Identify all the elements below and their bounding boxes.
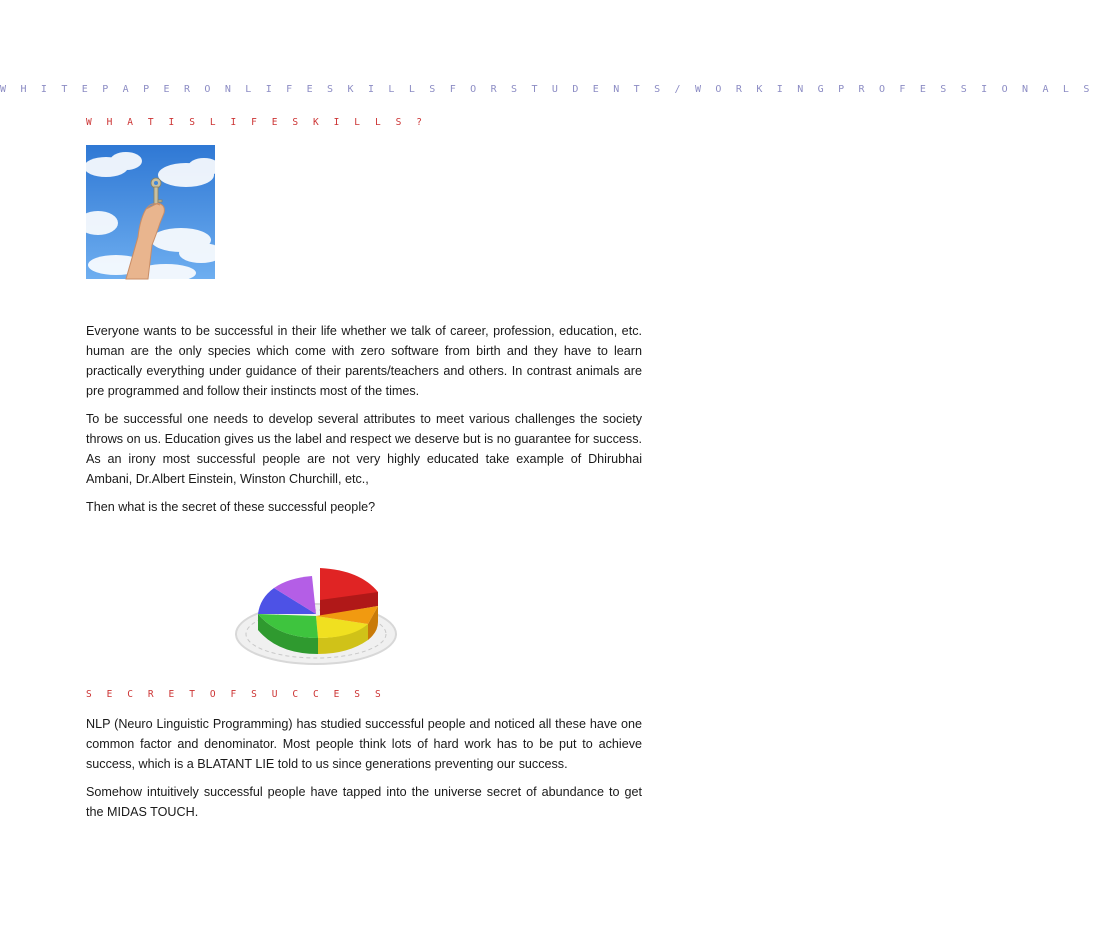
- paragraph-secret-question: Then what is the secret of these successful people?: [86, 500, 376, 514]
- hand-with-key-illustration: [86, 145, 215, 279]
- paragraph-midas-touch: Somehow intuitively successful people have tapped into the universe secret of abundance to get the MIDAS TOUCH.: [86, 785, 642, 819]
- paragraph-life-skills-intro: Everyone wants to be successful in their life whether we talk of career, profession, education, etc. human are the only species which come with zero software from birth and they have to learn practically everything under guidance of their parents/teachers and others. In contrast animals are pre programmed and follow their instincts most of the times.: [86, 324, 642, 398]
- paragraph-nlp: NLP (Neuro Linguistic Programming) has studied successful people and noticed all these have one common factor and denominator. Most people think lots of hard work has to be put to achieve success, which is a BLATANT LIE told to us since generations preventing our success.: [86, 717, 642, 771]
- paragraph-attributes: To be successful one needs to develop several attributes to meet various challenges the society throws on us. Education gives us the label and respect we deserve but is no guarantee for success. As an irony most successful people are not very highly educated take example of Dhirubhai Ambani, Dr.Albert Einstein, Winston Churchill, etc.,: [86, 412, 642, 486]
- hand-with-key-image: [86, 145, 215, 279]
- section-heading-what-is-life-skills: W H A T I S L I F E S K I L L S ?: [86, 117, 427, 128]
- section-heading-secret-of-success: S E C R E T O F S U C C E S S: [86, 689, 386, 700]
- page-title: W H I T E P A P E R O N L I F E S K I L L S F O R S T U D E N T S / W O R K I N G P R O F E S S I O N A L S: [0, 84, 1094, 95]
- pie-chart-image: [228, 562, 406, 674]
- pie-chart-illustration: [228, 562, 406, 674]
